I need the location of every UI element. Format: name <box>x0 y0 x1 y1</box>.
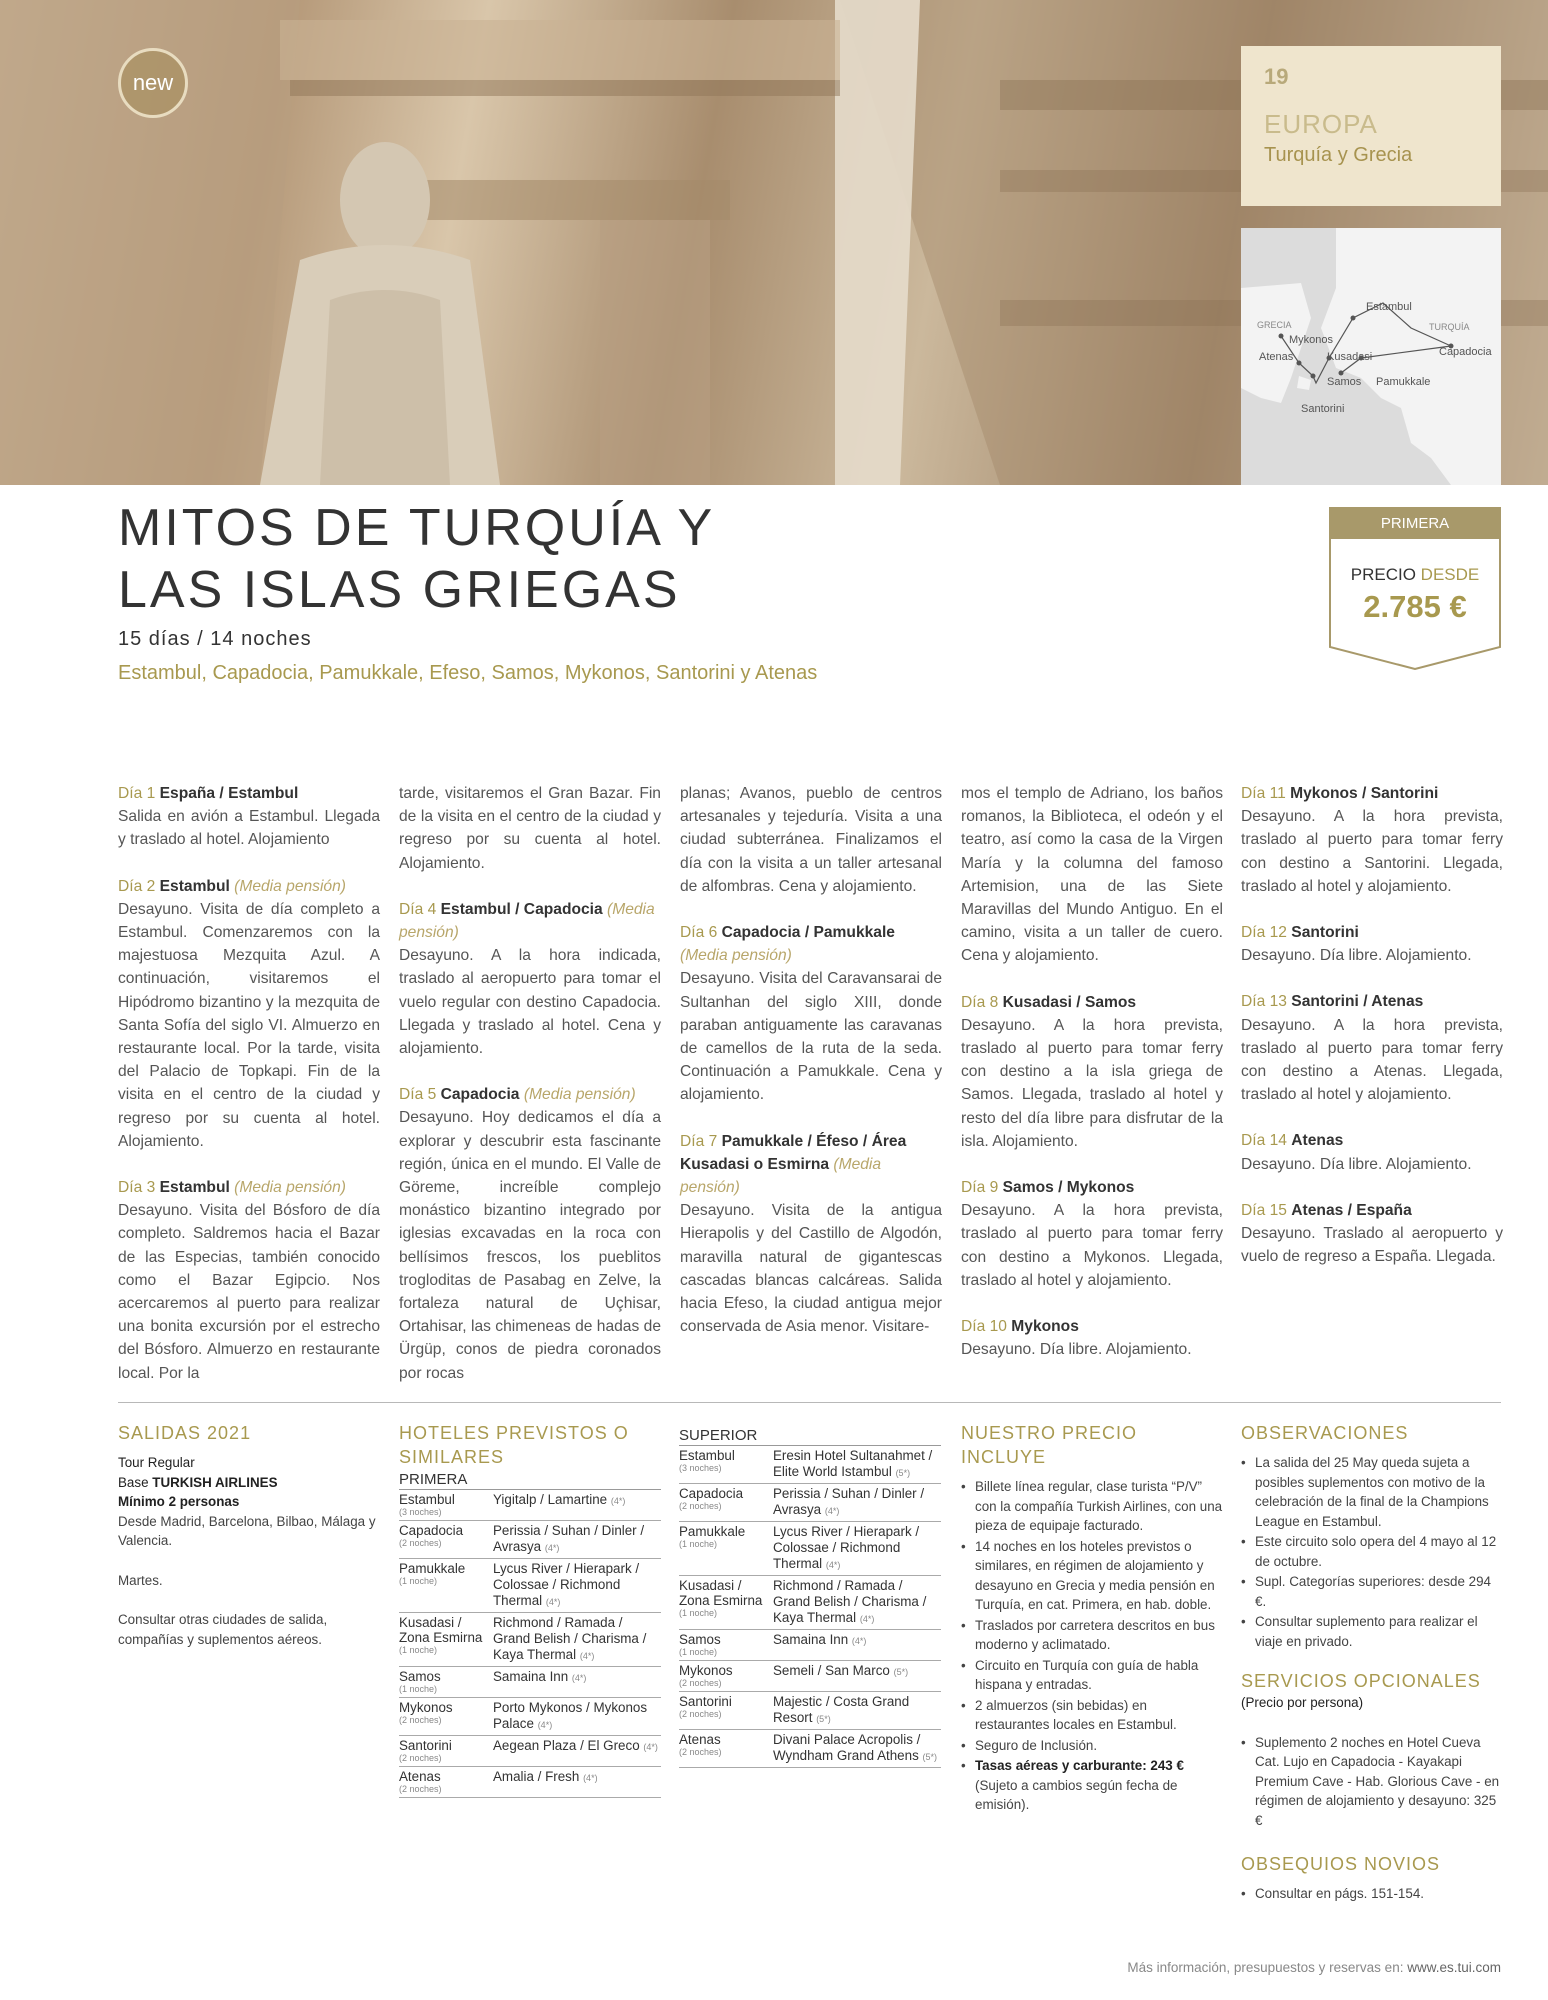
hotel-city-cell <box>679 1448 773 1481</box>
hoteles-heading: HOTELES PREVISTOS O SIMILARES <box>399 1423 629 1467</box>
hotel-name: Richmond / Ramada / Grand Belish / Charisma / Kaya Thermal <box>773 1578 927 1625</box>
salidas-section <box>118 1421 380 1649</box>
day-heading <box>961 1176 1223 1199</box>
hotel-stars: (4*) <box>825 1560 841 1570</box>
day-meal-plan: (Media pensión) <box>680 1155 882 1197</box>
salidas-days: Martes. <box>118 1572 163 1588</box>
salidas-base: Base <box>118 1474 149 1490</box>
day-description: Desayuno. A la hora prevista, traslado al puerto para tomar ferry con destino a Atenas. Llegada, traslado al hotel y alojamiento. <box>1241 1016 1503 1104</box>
day-heading <box>399 898 661 944</box>
hotel-nights: (2 noches) <box>679 1501 722 1511</box>
day-number: Día 6 <box>680 924 718 942</box>
day-heading <box>961 1315 1223 1338</box>
hotel-nights: (2 noches) <box>679 1678 722 1688</box>
hotel-stars: (5*) <box>895 1468 911 1478</box>
day-number: Día 11 <box>1241 785 1286 802</box>
map-label-turquia: TURQUÍA <box>1429 322 1470 332</box>
hotel-name: Porto Mykonos / Mykonos Palace <box>493 1700 648 1731</box>
day-number: Día 8 <box>961 993 999 1011</box>
hotel-name: Aegean Plaza / El Greco <box>493 1738 640 1753</box>
incluye-item: • Traslados por carretera descritos en bus moderno y aclimatado. <box>961 1616 1223 1655</box>
hotel-name: Yigitalp / Lamartine <box>493 1492 608 1507</box>
hotel-nights: (2 noches) <box>679 1709 722 1719</box>
salidas-note: Consultar otras ciudades de salida, compañías y suplementos aéreos. <box>118 1612 328 1647</box>
hoteles-primera-section <box>399 1421 661 1798</box>
hotel-city-cell <box>399 1492 493 1518</box>
region-subtitle: Turquía y Grecia <box>1264 144 1413 166</box>
hoteles-primera-label: PRIMERA <box>399 1471 661 1490</box>
hotel-name: Lycus River / Hierapark / Colossae / Richmond Thermal <box>773 1524 920 1571</box>
hotel-city: Atenas <box>679 1732 721 1747</box>
hotel-name-cell <box>493 1492 661 1518</box>
day-title: Capadocia <box>440 1086 520 1104</box>
price-category: PRIMERA <box>1329 507 1501 539</box>
observacion-item: • La salida del 25 May queda sujeta a posibles suplementos con motivo de la celebración de la final de la Champions League en Estambul. <box>1241 1453 1503 1531</box>
price-label <box>1329 565 1501 585</box>
hotel-name: Perissia / Suhan / Dinler / Avrasya <box>773 1486 925 1517</box>
obsequios-list <box>1241 1884 1503 1904</box>
day-description: Desayuno. Día libre. Alojamiento. <box>1241 1155 1472 1173</box>
hotel-stars: (4*) <box>571 1673 587 1683</box>
day-title: Kusadasi / Samos <box>1002 993 1137 1011</box>
day-number: Día 15 <box>1241 1201 1287 1219</box>
hotel-name: Eresin Hotel Sultanahmet / Elite World Istambul <box>773 1448 933 1479</box>
incluye-tasas-note: (Sujeto a cambios según fecha de emisión). <box>975 1777 1178 1812</box>
hotel-row <box>399 1521 661 1559</box>
day-heading <box>118 875 380 898</box>
hotel-row <box>679 1692 941 1730</box>
itinerary-day-block <box>399 1083 661 1385</box>
map-label-samos: Samos <box>1327 376 1362 388</box>
incluye-tasas <box>961 1756 1223 1815</box>
day-meal-plan: (Media pensión) <box>234 877 346 895</box>
hotel-row <box>399 1559 661 1613</box>
day-heading <box>961 991 1223 1014</box>
hotel-name-cell <box>493 1669 661 1695</box>
itinerary-day-block <box>961 782 1223 968</box>
day-title: Estambul <box>159 877 230 895</box>
hotel-name-cell <box>493 1615 661 1664</box>
hotel-city-cell <box>679 1732 773 1765</box>
incluye-tasas-bold: Tasas aéreas y carburante: 243 € <box>975 1758 1184 1773</box>
tour-title-line1: MITOS DE TURQUÍA Y <box>118 499 716 557</box>
servicios-heading: SERVICIOS OPCIONALES <box>1241 1671 1481 1691</box>
map-label-pamukkale: Pamukkale <box>1376 376 1431 388</box>
salidas-line1: Tour Regular <box>118 1455 195 1470</box>
hotel-city: Mykonos <box>679 1663 733 1678</box>
hotel-stars: (4*) <box>859 1614 875 1624</box>
salidas-heading: SALIDAS 2021 <box>118 1423 252 1443</box>
hotel-name-cell <box>493 1769 661 1795</box>
map-label-kusadasi: Kusadasi <box>1327 351 1373 363</box>
day-title: Atenas <box>1291 1132 1344 1150</box>
hotel-stars: (4*) <box>824 1506 840 1516</box>
hotel-city-cell <box>679 1694 773 1727</box>
hoteles-superior-section <box>679 1427 941 1768</box>
tour-title-line2: LAS ISLAS GRIEGAS <box>118 561 681 619</box>
price-value: 2.785 € <box>1363 589 1467 624</box>
hotel-city-cell <box>399 1561 493 1610</box>
servicio-item: • Suplemento 2 noches en Hotel Cueva Cat. Lujo en Capadocia - Kayakapi Premium Cave - Hab. Glorious Cave - en régimen de alojamiento y desayuno: 325 € <box>1241 1733 1503 1831</box>
hotel-name-cell <box>493 1523 661 1556</box>
hotel-stars: (5*) <box>922 1752 938 1762</box>
hotel-city: Pamukkale <box>679 1524 746 1539</box>
day-heading <box>1241 990 1503 1013</box>
hotel-nights: (1 noche) <box>399 1576 438 1586</box>
hotel-nights: (2 noches) <box>399 1715 442 1725</box>
tour-route: Estambul, Capadocia, Pamukkale, Efeso, Samos, Mykonos, Santorini y Atenas <box>118 662 818 684</box>
incluye-item: • Circuito en Turquía con guía de habla hispana y entradas. <box>961 1656 1223 1695</box>
map-label-capadocia: Capadocia <box>1439 346 1492 358</box>
hotel-nights: (1 noche) <box>679 1608 718 1618</box>
itinerary-column-4 <box>961 782 1223 1384</box>
new-badge: new <box>118 48 188 118</box>
day-description: Desayuno. A la hora prevista, traslado al puerto para tomar ferry con destino a Santorini. Llegada, traslado al hotel y alojamiento. <box>1241 808 1503 895</box>
hotel-stars: (4*) <box>643 1742 658 1752</box>
hotel-city: Samos <box>679 1632 721 1647</box>
hotel-name-cell <box>773 1486 941 1519</box>
hotel-city-cell <box>399 1769 493 1795</box>
price-label-suffix: DESDE <box>1420 565 1480 584</box>
incluye-section <box>961 1421 1223 1816</box>
hotel-name-cell <box>773 1732 941 1765</box>
hotel-name: Majestic / Costa Grand Resort <box>773 1694 910 1725</box>
incluye-list <box>961 1477 1223 1755</box>
servicios-list <box>1241 1733 1503 1831</box>
salidas-cities: Desde Madrid, Barcelona, Bilbao, Málaga y Valencia. <box>118 1513 376 1548</box>
observacion-item: • Supl. Categorías superiores: desde 294 €. <box>1241 1572 1503 1611</box>
obsequios-heading: OBSEQUIOS NOVIOS <box>1241 1854 1441 1874</box>
hotel-city-cell <box>679 1524 773 1573</box>
day-number: Día 10 <box>961 1318 1007 1336</box>
day-description: Desayuno. Visita del Bósforo de día completo. Saldremos hacia el Bazar de las Especias, también conocido como el Bazar Egipcio. Nos acercaremos al puerto para realizar una bonita excursión por el estrecho del Bósforo. Almuerzo en restaurante local. Por la <box>118 1202 380 1382</box>
region-box <box>1241 46 1501 206</box>
hotel-stars: (5*) <box>893 1667 909 1677</box>
hotel-stars: (4*) <box>545 1597 561 1607</box>
itinerary-column-1 <box>118 782 380 1408</box>
salidas-minimum: Mínimo 2 personas <box>118 1494 240 1509</box>
hotel-stars: (4*) <box>583 1773 598 1783</box>
itinerary-day-block <box>961 1315 1223 1361</box>
day-meal-plan: (Media pensión) <box>523 1086 636 1104</box>
itinerary-column-5 <box>1241 782 1503 1291</box>
section-divider <box>118 1402 1501 1403</box>
hotel-nights: (1 noche) <box>399 1645 438 1655</box>
itinerary-day-block <box>118 1176 380 1385</box>
hotel-row <box>399 1490 661 1521</box>
hotel-city: Samos <box>399 1669 441 1684</box>
observaciones-list <box>1241 1453 1503 1651</box>
day-title: Estambul <box>159 1179 230 1197</box>
hotel-city-cell <box>679 1632 773 1658</box>
itinerary-day-block <box>1241 990 1503 1106</box>
footer-text: Más información, presupuestos y reservas en: <box>1127 1960 1404 1975</box>
day-heading <box>1241 782 1503 805</box>
hotel-city: Kusadasi / Zona Esmirna <box>679 1578 763 1608</box>
day-description: Desayuno. Traslado al aeropuerto y vuelo de regreso a España. Llegada. <box>1241 1225 1503 1266</box>
day-heading <box>118 782 380 805</box>
hotel-name: Divani Palace Acropolis / Wyndham Grand Athens <box>773 1732 921 1763</box>
hotel-name-cell <box>493 1561 661 1610</box>
day-number: Día 2 <box>118 877 156 895</box>
hotel-name-cell <box>773 1632 941 1658</box>
obsequio-item: • Consultar en págs. 151-154. <box>1241 1884 1503 1904</box>
itinerary-day-block <box>961 1176 1223 1292</box>
itinerary-day-block <box>680 1130 942 1339</box>
day-heading <box>1241 1199 1503 1222</box>
hotel-name-cell <box>773 1448 941 1481</box>
hotel-city-cell <box>399 1669 493 1695</box>
day-title: Estambul / Capadocia <box>440 900 603 918</box>
day-description: Desayuno. Hoy dedicamos el día a explorar y descubrir esta fascinante región, única en el mundo. El Valle de Göreme, increíble complejo monástico bizantino integrado por iglesias excavadas en la roca con bellísimos frescos, los pueblitos trogloditas de Pasabag en Zelve, la fortaleza natural de Uçhisar, Ortahisar, las chimeneas de hadas de Ürgüp, conos de piedra coronados por rocas <box>399 1109 661 1382</box>
map-label-santorini: Santorini <box>1301 403 1345 415</box>
hotel-row <box>399 1698 661 1736</box>
hotel-city-cell <box>399 1615 493 1664</box>
day-heading <box>680 1130 942 1200</box>
day-number: Día 9 <box>961 1179 999 1197</box>
day-description: Desayuno. A la hora indicada, traslado al aeropuerto para tomar el vuelo regular con destino Capadocia. Llegada y traslado al hotel. Cena y alojamiento. <box>399 947 661 1058</box>
hotel-row <box>679 1484 941 1522</box>
hotel-name: Perissia / Suhan / Dinler / Avrasya <box>493 1523 645 1554</box>
hotel-name: Samaina Inn <box>773 1632 849 1647</box>
hotel-city: Atenas <box>399 1769 441 1784</box>
hotel-row <box>679 1576 941 1630</box>
day-title: Capadocia / Pamukkale <box>721 924 895 942</box>
day-description: planas; Avanos, pueblo de centros artesanales y tejeduría. Visita a una ciudad subterránea. Finalizamos el día con la visita a un taller artesanal de alfombras. Cena y alojamiento. <box>680 785 942 895</box>
day-description: Salida en avión a Estambul. Llegada y traslado al hotel. Alojamiento <box>118 808 380 849</box>
hotel-row <box>399 1736 661 1767</box>
hotel-city: Estambul <box>399 1492 455 1507</box>
observaciones-heading: OBSERVACIONES <box>1241 1423 1409 1443</box>
hotel-stars: (4*) <box>537 1720 553 1730</box>
day-number: Día 3 <box>118 1179 156 1197</box>
itinerary-day-block <box>1241 1129 1503 1175</box>
hotel-stars: (4*) <box>851 1636 867 1646</box>
hotel-stars: (5*) <box>816 1714 831 1724</box>
day-description: mos el templo de Adriano, los baños romanos, la Biblioteca, el odeón y el teatro, así como la casa de la Virgen María y la columna del famoso Artemision, una de las Siete Maravillas del Mundo Antiguo. En el camino, visita a un taller de cuero. Cena y alojamiento. <box>961 785 1223 965</box>
hotel-name-cell <box>773 1663 941 1689</box>
salidas-airline: TURKISH AIRLINES <box>152 1474 278 1490</box>
hotel-row <box>679 1522 941 1576</box>
hotel-row <box>679 1730 941 1768</box>
incluye-item: • 2 almuerzos (sin bebidas) en restaurantes locales en Estambul. <box>961 1696 1223 1735</box>
hotel-city: Santorini <box>399 1738 452 1753</box>
day-meal-plan: (Media pensión) <box>399 900 655 942</box>
hotel-city: Pamukkale <box>399 1561 466 1576</box>
day-title: España / Estambul <box>159 785 299 802</box>
day-number: Día 12 <box>1241 924 1287 942</box>
hotel-city-cell <box>399 1738 493 1764</box>
price-label-text: PRECIO <box>1350 565 1416 584</box>
hotel-nights: (1 noche) <box>399 1684 438 1694</box>
hotel-row <box>399 1667 661 1698</box>
region-name: EUROPA <box>1264 109 1378 139</box>
hotel-name-cell <box>493 1738 661 1764</box>
day-description: Desayuno. A la hora prevista, traslado al puerto para tomar ferry con destino a la isla griega de Samos. Llegada, traslado al hotel y resto del día libre para disfrutar de la isla. Alojamiento. <box>961 1016 1223 1150</box>
hotel-row <box>399 1767 661 1798</box>
day-number: Día 14 <box>1241 1132 1287 1150</box>
hotel-name: Semeli / San Marco <box>773 1663 890 1678</box>
day-description: Desayuno. Día libre. Alojamiento. <box>1241 947 1472 965</box>
day-title: Santorini / Atenas <box>1291 993 1424 1011</box>
day-heading <box>1241 921 1503 944</box>
hotel-nights: (1 noche) <box>679 1539 718 1549</box>
hotel-stars: (4*) <box>579 1651 595 1661</box>
hotel-name: Richmond / Ramada / Grand Belish / Charisma / Kaya Thermal <box>493 1615 647 1662</box>
hotel-name-cell <box>773 1694 941 1727</box>
map-label-grecia: GRECIA <box>1257 320 1292 330</box>
day-description: Desayuno. A la hora prevista, traslado al puerto para tomar ferry con destino a Mykonos. Llegada, traslado al hotel y alojamiento. <box>961 1202 1223 1289</box>
hotel-row <box>399 1613 661 1667</box>
observaciones-section <box>1241 1421 1503 1905</box>
salidas-line2 <box>118 1473 380 1493</box>
hotel-nights: (2 noches) <box>399 1753 442 1763</box>
day-heading <box>399 1083 661 1106</box>
day-title: Samos / Mykonos <box>1002 1179 1135 1197</box>
footer <box>1127 1960 1501 1975</box>
tour-title <box>118 497 715 621</box>
hotel-city: Santorini <box>679 1694 732 1709</box>
hotel-city-cell <box>399 1523 493 1556</box>
hotel-name: Samaina Inn <box>493 1669 569 1684</box>
footer-url[interactable]: www.es.tui.com <box>1407 1960 1501 1975</box>
hotel-row <box>679 1446 941 1484</box>
incluye-item: • Seguro de Inclusión. <box>961 1736 1223 1756</box>
map-label-atenas: Atenas <box>1259 351 1294 363</box>
hotel-nights: (1 noche) <box>679 1647 718 1657</box>
incluye-item: • Billete línea regular, clase turista “P/V” con la compañía Turkish Airlines, con una pieza de equipaje facturado. <box>961 1477 1223 1536</box>
day-description: Desayuno. Visita del Caravansarai de Sultanhan del siglo XIII, donde paraban antiguamente las caravanas de camellos de la ruta de la seda. Continuación a Pamukkale. Cena y alojamiento. <box>680 970 942 1104</box>
page-number: 19 <box>1264 64 1289 89</box>
hotel-nights: (2 noches) <box>399 1538 442 1548</box>
itinerary-day-block <box>1241 1199 1503 1269</box>
itinerary-column-3 <box>680 782 942 1361</box>
hotel-row <box>679 1630 941 1661</box>
hotel-city-cell <box>679 1663 773 1689</box>
hotel-name: Amalia / Fresh <box>493 1769 580 1784</box>
observacion-item: • Este circuito solo opera del 4 mayo al 12 de octubre. <box>1241 1532 1503 1571</box>
hotel-nights: (2 noches) <box>679 1747 722 1757</box>
hotel-stars: (4*) <box>544 1543 560 1553</box>
day-meal-plan: (Media pensión) <box>680 947 792 965</box>
day-title: Santorini <box>1291 924 1359 942</box>
itinerary-day-block <box>399 782 661 875</box>
itinerary-day-block <box>680 921 942 1107</box>
day-heading <box>1241 1129 1503 1152</box>
day-description: Desayuno. Visita de día completo a Estambul. Comenzaremos con la majestuosa Mezquita Azul. A continuación, visitaremos el Hipódromo bizantino y la mezquita de Santa Sofía del siglo VI. Almuerzo en restaurante local. Por la tarde, visita del Palacio de Topkapi. Fin de la visita en el centro de la ciudad y regreso por su cuenta al hotel. Alojamiento. <box>118 900 380 1150</box>
itinerary-day-block <box>961 991 1223 1153</box>
day-number: Día 5 <box>399 1086 437 1104</box>
day-number: Día 4 <box>399 900 437 918</box>
day-description: Desayuno. Visita de la antigua Hierapolis y del Castillo de Algodón, maravilla natural de gigantescas cascadas blancas calcáreas. Salida hacia Efeso, la ciudad antigua mejor conservada de Asia menor. Visitare- <box>680 1202 942 1336</box>
hotel-city: Capadocia <box>399 1523 464 1538</box>
itinerary-day-block <box>118 875 380 1153</box>
day-title: Pamukkale / Éfeso / Área Kusadasi o Esmirna <box>680 1132 907 1173</box>
tour-duration: 15 días / 14 noches <box>118 628 312 650</box>
incluye-item: • 14 noches en los hoteles previstos o similares, en régimen de alojamiento y desayuno en Grecia y media pensión en Turquía, en cat. Primera, en hab. doble. <box>961 1537 1223 1615</box>
day-number: Día 1 <box>118 785 156 802</box>
day-description: tarde, visitaremos el Gran Bazar. Fin de la visita en el centro de la ciudad y regreso por su cuenta al hotel. Alojamiento. <box>399 785 661 872</box>
day-title: Mykonos / Santorini <box>1290 785 1439 802</box>
hotel-city: Kusadasi / Zona Esmirna <box>399 1615 483 1645</box>
hotel-name-cell <box>773 1578 941 1627</box>
hotel-city-cell <box>399 1700 493 1733</box>
price-box <box>1329 507 1501 670</box>
day-heading <box>680 921 942 967</box>
hotel-nights: (3 noches) <box>399 1507 442 1517</box>
itinerary-day-block <box>680 782 942 898</box>
hotel-name: Lycus River / Hierapark / Colossae / Richmond Thermal <box>493 1561 640 1608</box>
day-description: Desayuno. Día libre. Alojamiento. <box>961 1341 1192 1359</box>
hotel-city-cell <box>679 1578 773 1627</box>
itinerary-day-block <box>399 898 661 1060</box>
incluye-tasas-list <box>961 1756 1223 1815</box>
incluye-heading: NUESTRO PRECIO INCLUYE <box>961 1423 1138 1467</box>
itinerary-day-block <box>1241 782 1503 898</box>
observacion-item: • Consultar suplemento para realizar el viaje en privado. <box>1241 1612 1503 1651</box>
day-meal-plan: (Media pensión) <box>234 1179 346 1197</box>
day-number: Día 13 <box>1241 993 1287 1011</box>
itinerary-day-block <box>118 782 380 852</box>
day-heading <box>118 1176 380 1199</box>
hoteles-superior-list <box>679 1446 941 1768</box>
day-title: Atenas / España <box>1291 1201 1412 1219</box>
itinerary-day-block <box>1241 921 1503 967</box>
servicios-subtitle: (Precio por persona) <box>1241 1695 1364 1710</box>
day-number: Día 7 <box>680 1132 718 1150</box>
hotel-name-cell <box>773 1524 941 1573</box>
hotel-stars: (4*) <box>610 1496 626 1506</box>
hotel-city-cell <box>679 1486 773 1519</box>
map-label-mykonos: Mykonos <box>1289 334 1334 346</box>
hoteles-superior-label: SUPERIOR <box>679 1427 941 1446</box>
hoteles-primera-list <box>399 1490 661 1798</box>
hotel-nights: (3 noches) <box>679 1463 722 1473</box>
hotel-row <box>679 1661 941 1692</box>
hotel-name-cell <box>493 1700 661 1733</box>
map-label-estambul: Estambul <box>1366 301 1412 313</box>
hotel-city: Capadocia <box>679 1486 744 1501</box>
hotel-city: Estambul <box>679 1448 735 1463</box>
hotel-nights: (2 noches) <box>399 1784 442 1794</box>
route-map <box>1241 228 1501 485</box>
day-title: Mykonos <box>1011 1318 1079 1336</box>
itinerary-column-2 <box>399 782 661 1408</box>
hotel-city: Mykonos <box>399 1700 453 1715</box>
